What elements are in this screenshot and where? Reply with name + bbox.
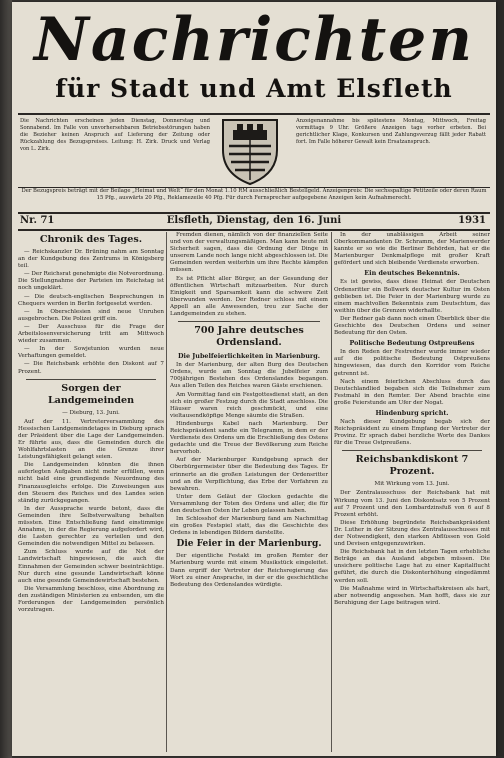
article-heading: Reichsbankdiskont 7 Prozent. [355,454,469,478]
column-divider [331,232,332,752]
article-paragraph: Fremden dienen, nämlich von der finanziellen Seite und von der verwaltungsmäßigen. Man kann heute mit Sicherheit sagen, dass die Ordnung der Dinge in unserem Lande noch lange nicht abgeschlossen ist. Die Gemeinden werden weiterhin um ihre Rechte kämpfen müssen. [170,232,328,274]
article-paragraph: In der unablässigen Arbeit seiner Oberkommandanten Dr. Schramm, der Marienwerder kannte er so wie die Berliner Behörden, hat er die Marienburger Denkmalpflege mit großer Kraft gefördert und sich bleibende Verdienste erworben. [334,232,490,267]
article-heading: 700 Jahre deutsches Ordensland. [194,325,304,349]
article-paragraph: Zum Schluss wurde auf die Not der Landwirtschaft hingewiesen, die auch die Einnahmen der Gemeinden schwer beeinträchtige. Nur durch eine gesunde Landwirtschaft könne auch eine gesunde Gemeindewirtschaft bestehen. [18,549,164,584]
chronicle-item: — Die Reichsbank erhöhte den Diskont auf 7 Prozent. [18,361,164,375]
article-heading: Chronik des Tages. [39,234,143,245]
newspaper-subtitle: für Stadt und Amt Elsfleth [55,74,453,103]
subscription-terms [20,188,488,210]
article-body [18,419,164,615]
chronicle-item: — In Oberschlesien sind neue Unruhen ausgebrochen. Die Polizei griff ein. [18,308,164,322]
article-paragraph: Nach dieser Kundgebung begab sich der Reichspräsident zu einem Empfang der Vertreter der Provinz. Er sprach dabei herzliche Worte des Dankes für die Treue Ostpreußens. [334,418,490,447]
article-body [334,490,490,607]
article-paragraph: In der Aussprache wurde betont, dass die Gemeinden ihre Selbstverwaltung behalten müssten. Eine Entschließung fand einstimmige Annahme, in der die Regierung aufgefordert wird, die Lasten gerechter zu verteilen und den Gemeinden die notwendigen Mittel zu belassen. [18,505,164,548]
article-paragraph: In den Reden der Festredner wurde immer wieder auf die politische Bedeutung Ostpreußens hingewiesen, das durch den Korridor vom Reiche getrennt ist. [334,349,490,377]
article-paragraph: Auf der Marienburger Kundgebung sprach der Oberbürgermeister über die Bedeutung des Tages. Er erinnerte an die großen Leistungen der Ordensritter und an die Verpflichtung, das Erbe der Vorfahren zu bewahren. [170,457,328,492]
article-body [334,419,490,447]
dateline-rule-bottom [18,229,490,231]
article-paragraph: Die Landgemeinden könnten die ihnen auferlegten Aufgaben nicht mehr erfüllen, wenn nicht bald eine grundlegende Neuordnung des Finanzausgleichs erfolge. Die Zuweisungen aus den Steuern des Reiches und des Landes seien ständig zurückgegangen. [18,462,164,504]
scan-border [496,0,504,758]
article-separator [342,450,482,451]
article-heading: Sorgen der Landgemeinden [47,382,135,406]
article-heading: Die Feier in der Marienburg. [176,539,322,550]
column-divider [166,232,167,752]
subscription-text: Der Bezugspreis beträgt mit der Beilage „Heimat und Welt“ für den Monat 1.10 RM ausschließlich Bestellgeld. Anzeigenpreis: Die sechsspaltige Petitzeile oder deren Raum 15 Pfg., auswärts 20 Pfg., Reklamezeile 40 Pfg. Für durch Fernsprecher aufgegebene Anzeigen kein Aufnahmerecht. [21,188,487,201]
article-paragraph: Hindenburgs Kabel nach Marienburg. Der Reichspräsident sandte ein Telegramm, in dem er der Verdienste des Ordens um die Erschließung des Ostens gedachte und die Treue der Bevölkerung zum Reiche hervorhob. [170,420,328,456]
article-byline: Mit Wirkung vom 13. Juni. [374,481,450,488]
issue-number: Nr. 71 [20,215,55,226]
article-paragraph: Die Reichsbank hat in den letzten Tagen erhebliche Beträge an das Ausland abgeben müssen. Die unsichere politische Lage hat zu einer Kapitalflucht geführt, die durch die Diskonterhöhung eingedämmt werden soll. [334,549,490,584]
town-crest-icon [219,114,281,186]
article-body [334,279,490,337]
article-subheading: Hindenburg spricht. [375,408,449,417]
article-paragraph: Der Redner gab dann noch einen Überblick über die Geschichte des Deutschen Ordens und seiner Bedeutung für den Osten. [334,315,490,337]
article-paragraph: Diese Erhöhung begründete Reichsbankpräsident Dr. Luther in der Sitzung des Zentralausschusses mit der Notwendigkeit, den starken Abflüssen von Gold und Devisen entgegenzuwirken. [334,519,490,548]
column-2 [170,232,328,752]
article-paragraph: Am Vormittag fand ein Festgottesdienst statt, an den sich ein großer Festzug durch die Stadt anschloss. Die Häuser waren reich geschmückt, und eine vieltausendköpfige Menge säumte die Straßen. [170,391,328,419]
advertising-info: Anzeigenannahme bis spätestens Montag, Mittwoch, Freitag vormittags 9 Uhr. Größere Anzeigen tags vorher erbeten. Bei gerichtlicher Klage, Konkursen und Zahlungsverzug fällt jeder Rabatt fort. Im Falle höherer Gewalt kein Ersatzanspruch. [296,118,486,145]
article-paragraph: Die Versammlung beschloss, eine Abordnung zu den zuständigen Ministerien zu entsenden, um die Forderungen der Landgemeinden persönlich vorzutragen. [18,585,164,614]
newspaper-page [12,2,496,756]
chronicle-item: — Der Ausschuss für die Frage der Arbeitslosenversicherung tritt am Mittwoch wieder zusammen. [18,323,164,345]
article-body [170,362,328,537]
article-paragraph: In der Marienburg, der alten Burg des Deutschen Ordens, wurde am Sonntag die Jubelfeier zum 700jährigen Bestehen des Ordenslandes begangen. Aus allen Teilen des Reiches waren Gäste erschienen. [170,362,328,390]
article-paragraph: Es ist Pflicht aller Bürger, an der Gesundung der öffentlichen Wirtschaft mitzuarbeiten. Nur durch Einigkeit und Sparsamkeit kann die schwere Zeit überwunden werden. Der Redner schloss mit einem Appell an alle Anwesenden, treu zur Sache der Landgemeinden zu stehen. [170,275,328,318]
chronicle-item: — Der Reichsrat genehmigte die Notverordnung. Die Stellungnahme der Parteien im Reichstag ist noch ungeklärt. [18,271,164,292]
article-paragraph: Es ist gewiss, dass diese Heimat der Deutschen Ordensritter ein Bollwerk deutscher Kultur im Osten geblieben ist. Die Feier in der Marienburg wurde zu einem machtvollen Bekenntnis zum Deutschtum, das weithin über die Grenzen widerhallte. [334,279,490,314]
chronicle-item: — Reichskanzler Dr. Brüning nahm am Sonntag an der Kundgebung des Zentrums in Königsberg teil. [18,249,164,270]
article-separator [26,379,156,380]
newspaper-title: Nachrichten [34,5,474,75]
chronicle-item: — Die deutsch-englischen Besprechungen in Chequers werden in Berlin fortgesetzt werden. [18,293,164,307]
article-paragraph: Die Maßnahme wird in Wirtschaftskreisen als hart, aber notwendig angesehen. Man hofft, dass sie zur Beruhigung der Lage beitragen wird. [334,585,490,606]
article-subheading: Politische Bedeutung Ostpreußens [349,339,475,348]
chronicle-item: — In der Sowjetunion wurden neue Verhaftungen gemeldet. [18,346,164,360]
article-paragraph: Im Schlosshof der Marienburg fand am Nachmittag ein großes Festspiel statt, das die Geschichte des Ordens in lebendigen Bildern darstellte. [170,516,328,537]
article-separator [178,321,320,322]
article-subheading: Ein deutsches Bekenntnis. [364,269,460,278]
article-paragraph: Nach einem feierlichen Abschluss durch das Deutschlandlied begaben sich die Teilnehmer zum Festmahl in den Remter. Der Abend brachte eine große Feierstunde am Ufer der Nogat. [334,378,490,406]
article-paragraph: Auf der 11. Vertreterversammlung des Hessischen Landgemeindetages in Dieburg sprach der Präsident über die Lage der Landgemeinden. Er führte aus, dass die Gemeinden durch die Wohlfahrtslasten an die Grenze ihrer Leistungsfähigkeit gelangt seien. [18,418,164,461]
binding-spine [0,0,12,758]
article-paragraph: Unter dem Geläut der Glocken gedachte die Versammlung der Toten des Ordens und aller, die für den deutschen Osten ihr Leben gelassen haben. [170,493,328,514]
article-body [170,553,328,588]
dateline [20,214,488,228]
issue-year: 1931 [458,215,486,226]
column-1 [18,232,164,752]
masthead [18,6,490,112]
article-paragraph: Der Zentralausschuss der Reichsbank hat mit Wirkung vom 13. Juni den Diskontsatz von 5 Prozent auf 7 Prozent und den Lombardzinsfuß von 6 auf 8 Prozent erhöht. [334,490,490,518]
column-3 [334,232,490,752]
issue-date: Elsfleth, Dienstag, den 16. Juni [166,215,342,226]
article-paragraph: Der eigentliche Festakt im großen Remter der Marienburg wurde mit einem Musikstück eingeleitet. Dann ergriff der Vertreter der Reichsregierung das Wort zu einer Ansprache, in der er die geschichtliche Bedeutung des Ordenslandes würdigte. [170,553,328,588]
article-subheading: Die Jubelfeierlichkeiten in Marienburg. [178,352,320,361]
article-byline: — Dieburg, 13. Juni. [62,409,120,416]
publication-info: Die Nachrichten erscheinen jeden Dienstag, Donnerstag und Sonnabend. Im Falle von unvorhersehbaren Betriebsstörungen haben die Bezieher keinen Anspruch auf Lieferung der Zeitung oder Rückzahlung des Bezugspreises. Leitung: H. Zirk. Druck und Verlag von L. Zirk. [20,118,210,152]
article-body [334,349,490,407]
chronicle-list [18,249,164,376]
